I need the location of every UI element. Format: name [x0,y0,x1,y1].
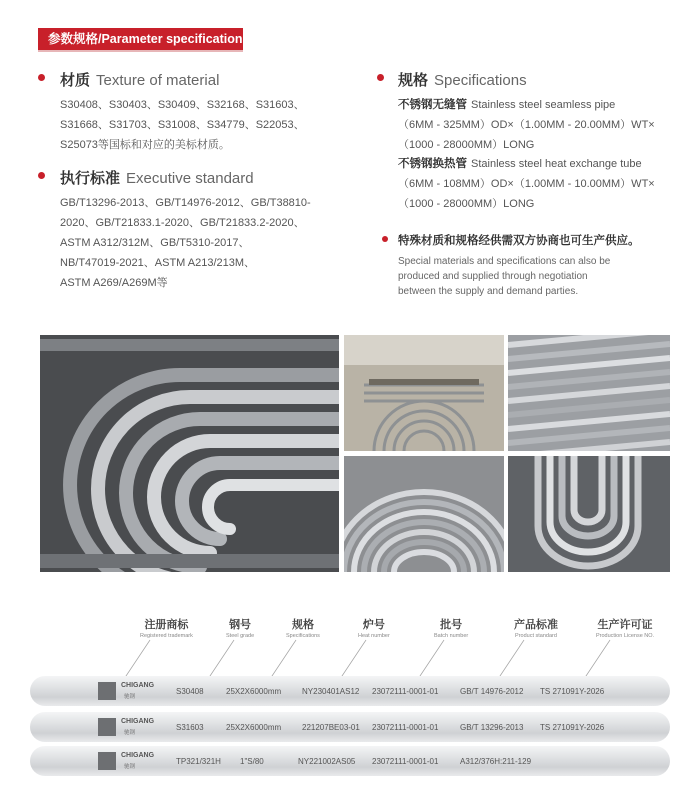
material-line: S25073等国标和对应的美标材质。 [60,139,230,151]
specs-title-zh: 规格 [398,72,429,89]
tube-grade: S30408 [176,687,204,696]
tube-batch: 23072111-0001-01 [372,723,439,732]
standard-line: ASTM A269/A269M等 [60,277,168,289]
brand-sub: 驰钢 [124,694,136,700]
standard-title-zh: 执行标准 [60,170,121,187]
spec-seamless-en: Stainless steel seamless pipe [471,99,616,111]
tube-license: TS 271091Y-2026 [540,723,605,732]
tube-spec: 25X2X6000mm [226,723,282,732]
material-title-zh: 材质 [60,72,91,89]
spec-seamless-dimensions: （6MM - 325MM）OD×（1.00MM - 20.00MM）WT× [398,119,655,131]
tube-grade: TP321/321H [176,757,221,766]
material-title-en: Texture of material [96,72,220,89]
spec-heat-en: Stainless steel heat exchange tube [471,158,642,170]
special-note-line: Special materials and specifications can also be [398,256,611,267]
label-en: Batch number [434,633,469,639]
label-en: Steel grade [226,633,255,639]
label-en: Production License NO. [596,633,655,639]
tube-standard: GB/T 14976-2012 [460,687,524,696]
label-zh: 注册商标 [144,619,189,631]
label-zh: 产品标准 [514,619,558,631]
special-note: 特殊材质和规格经供需双方协商也可生产供应。 [398,235,640,247]
tube-heat: NY221002AS05 [298,757,356,766]
tube-grade: S31603 [176,723,204,732]
tube-heat: NY230401AS12 [302,687,360,696]
label-zh: 规格 [291,619,314,631]
brand-logo-icon [98,752,116,770]
tube-standard: A312/376H:211-129 [460,757,532,766]
special-note-line: between the supply and demand parties. [398,286,579,297]
section-header-title: 参数规格/Parameter specifications [48,32,250,46]
label-zh: 生产许可证 [597,619,653,631]
brand-sub: 驰钢 [124,730,136,736]
tube-batch: 23072111-0001-01 [372,757,439,766]
label-zh: 钢号 [229,619,252,631]
label-en: Registered trademark [140,633,193,639]
label-en: Product standard [515,633,557,639]
tube-standard: GB/T 13296-2013 [460,723,524,732]
specs-title-en: Specifications [434,72,527,89]
standard-line: ASTM A312/312M、GB/T5310-2017、 [60,237,250,249]
spec-seamless-length: （1000 - 28000MM）LONG [398,139,535,151]
spec-heat-dimensions: （6MM - 108MM）OD×（1.00MM - 10.00MM）WT× [398,178,655,190]
label-en: Heat number [358,633,390,639]
brand-sub: 驰钢 [124,764,136,770]
brand-name: CHIGANG [121,682,155,689]
standard-title-en: Executive standard [126,170,254,187]
tube-spec: 25X2X6000mm [226,687,282,696]
material-line: S31668、S31703、S31008、S34779、S22053、 [60,119,305,131]
tube-license: TS 271091Y-2026 [540,687,605,696]
tube-heat: 221207BE03-01 [302,723,360,732]
tube-batch: 23072111-0001-01 [372,687,439,696]
standard-line: 2020、GB/T21833.1-2020、GB/T21833.2-2020、 [60,217,305,229]
tube-spec: 1"S/80 [240,757,264,766]
label-en: Specifications [286,633,320,639]
standard-line: NB/T47019-2021、ASTM A213/213M、 [60,257,256,269]
label-zh: 炉号 [362,619,385,631]
spec-heat-length: （1000 - 28000MM）LONG [398,198,535,210]
brand-logo-icon [98,718,116,736]
label-zh: 批号 [440,619,463,631]
brand-name: CHIGANG [121,752,155,759]
material-line: S30408、S30403、S30409、S32168、S31603、 [60,99,305,111]
brand-name: CHIGANG [121,718,155,725]
spec-heat-zh: 不锈钢换热管 [398,158,467,170]
brand-logo-icon [98,682,116,700]
spec-seamless-zh: 不锈钢无缝管 [398,99,467,111]
standard-line: GB/T13296-2013、GB/T14976-2012、GB/T38810- [60,197,311,209]
special-note-line: produced and supplied through negotiation [398,271,588,282]
